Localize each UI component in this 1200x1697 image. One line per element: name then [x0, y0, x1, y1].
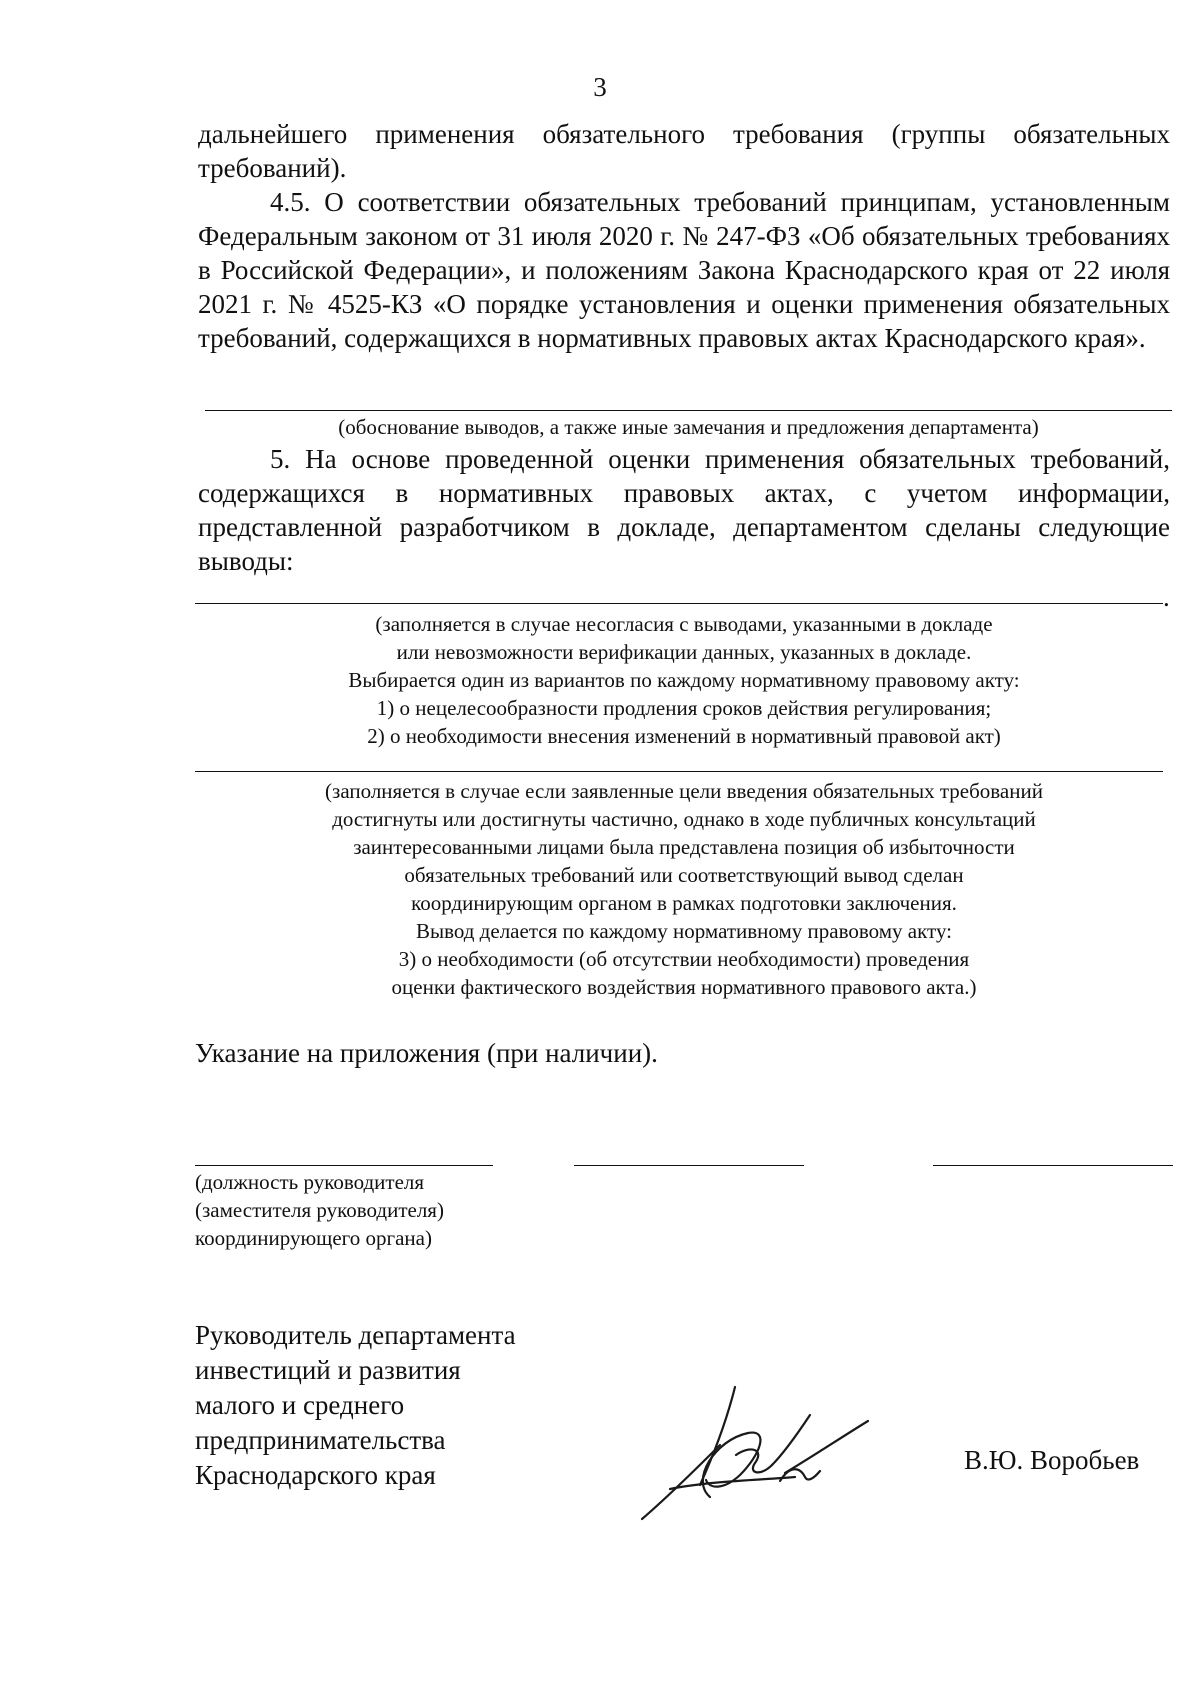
- caption-justification: (обоснование выводов, а также иные замечания и предложения департамента): [338, 415, 1039, 439]
- caption-line: заинтересованными лицами была представлена позиция об избыточности: [353, 835, 1015, 859]
- signatory-name: В.Ю. Воробьев: [964, 1445, 1140, 1475]
- caption-line: или невозможности верификации данных, указанных в докладе.: [396, 640, 972, 664]
- position-caption-line: (должность руководителя: [195, 1170, 425, 1194]
- caption-line: Выбирается один из вариантов по каждому нормативному правовому акту:: [348, 668, 1020, 692]
- attachments-note: Указание на приложения (при наличии).: [195, 1038, 658, 1068]
- fill-line-3: [195, 771, 1163, 772]
- position-caption-line: координирующего органа): [195, 1226, 432, 1250]
- position-caption: [195, 1168, 444, 1252]
- caption-goals-achieved: [198, 777, 1170, 1001]
- caption-line: 2) о необходимости внесения изменений в нормативный правовой акт): [367, 724, 1001, 748]
- signatory-line: Краснодарского края: [195, 1460, 436, 1490]
- position-caption-line: (заместителя руководителя): [195, 1198, 444, 1222]
- caption-line: 3) о необходимости (об отсутствии необходимости) проведения: [398, 947, 970, 971]
- signatory-line: Руководитель департамента: [195, 1320, 516, 1350]
- signatory-title: [195, 1318, 516, 1493]
- signature-line-name: [933, 1165, 1173, 1166]
- signature-line-position: [195, 1165, 493, 1166]
- fill-line-end-mark: .: [1163, 582, 1170, 612]
- caption-line: координирующим органом в рамках подготовки заключения.: [411, 891, 957, 915]
- fill-line-1: [205, 410, 1172, 411]
- handwritten-signature: [640, 1385, 870, 1525]
- caption-line: (заполняется в случае если заявленные цели введения обязательных требований: [325, 779, 1043, 803]
- caption-line: Вывод делается по каждому нормативному правовому акту:: [415, 919, 953, 943]
- signatory-line: инвестиций и развития: [195, 1355, 461, 1385]
- signatory-line: предпринимательства: [195, 1425, 446, 1455]
- paragraph-5: 5. На основе проведенной оценки применения обязательных требований, содержащихся в нормативных правовых актах, с учетом информации, представленной разработчиком в докладе, департаментом сделаны следующие выводы:: [198, 444, 1170, 576]
- caption-line: достигнуты или достигнуты частично, однако в ходе публичных консультаций: [332, 807, 1036, 831]
- caption-line: 1) о нецелесообразности продления сроков действия регулирования;: [376, 696, 992, 720]
- paragraph-continuation: дальнейшего применения обязательного требования (группы обязательных требований).: [198, 119, 1170, 183]
- caption-line: оценки фактического воздействия нормативного правового акта.): [391, 975, 977, 999]
- fill-line-2: [195, 603, 1163, 604]
- signatory-line: малого и среднего: [195, 1390, 405, 1420]
- paragraph-4-5: 4.5. О соответствии обязательных требований принципам, установленным Федеральным законом от 31 июля 2020 г. № 247-ФЗ «Об обязательных требованиях в Российской Федерации», и положениям Закона Краснодарского края от 22 июля 2021 г. № 4525-КЗ «О порядке установления и оценки применения обязательных требований, содержащихся в нормативных правовых актах Краснодарского края».: [198, 187, 1170, 353]
- caption-line: обязательных требований или соответствующий вывод сделан: [404, 863, 964, 887]
- page-number: 3: [593, 72, 607, 102]
- caption-disagreement: [198, 610, 1170, 750]
- signature-line-sign: [574, 1165, 804, 1166]
- caption-line: (заполняется в случае несогласия с выводами, указанными в докладе: [375, 612, 993, 636]
